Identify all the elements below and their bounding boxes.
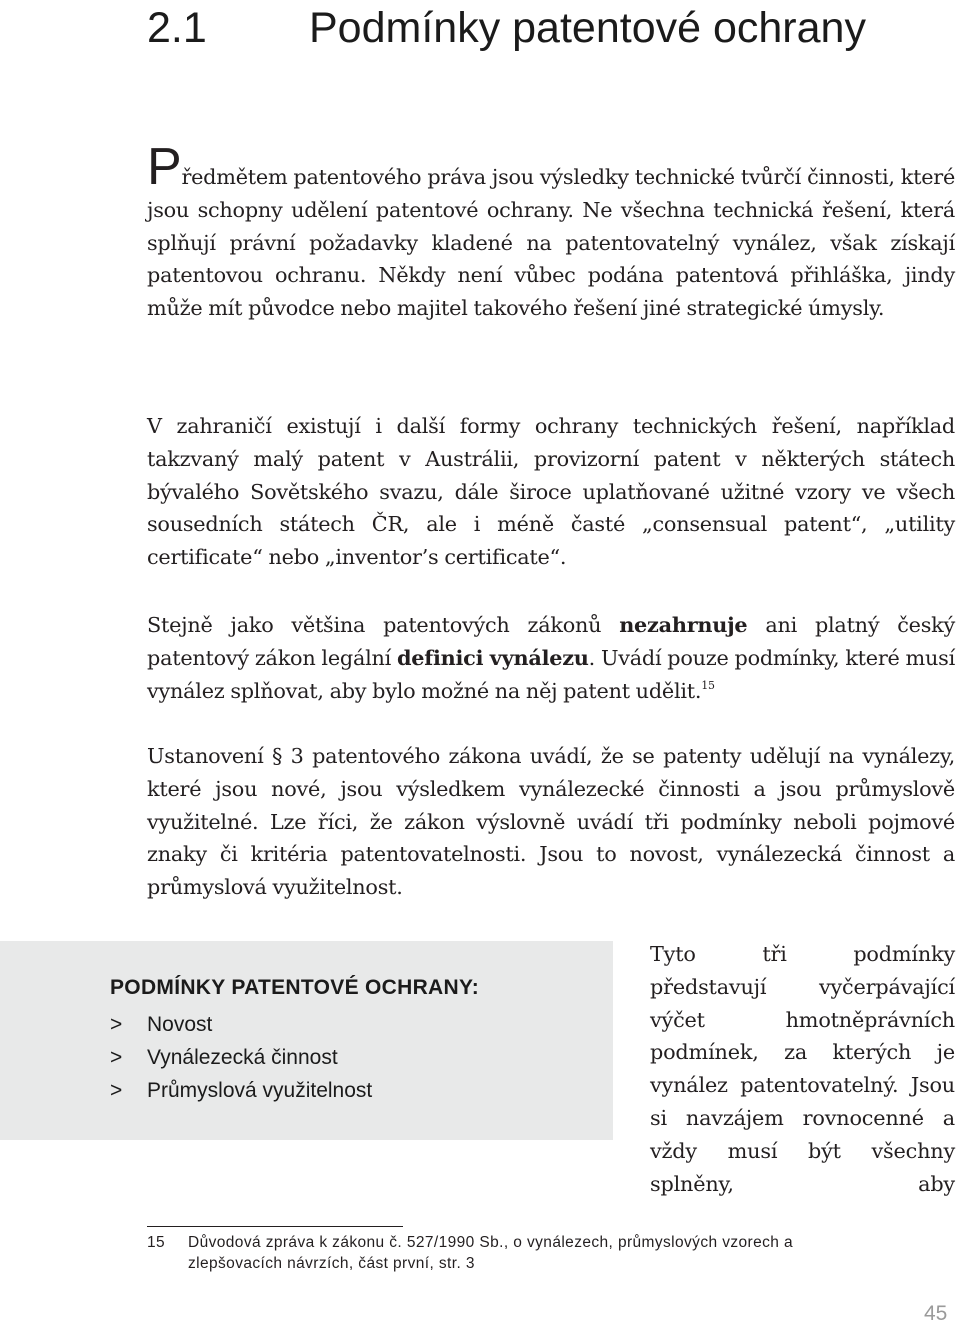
conditions-box bbox=[0, 941, 613, 1140]
bullet-arrow-icon: > bbox=[110, 1013, 123, 1036]
footnote-number: 15 bbox=[147, 1234, 166, 1251]
definition-bold-2: definici vynálezu bbox=[397, 644, 589, 670]
definition-text-2: ani platný český patentový zákon legální bbox=[147, 613, 955, 670]
condition-label: Vynálezecká činnost bbox=[147, 1046, 338, 1069]
footnote-text: Důvodová zpráva k zákonu č. 527/1990 Sb., o vynálezech, průmyslových vzorech a zlepšovacích návrzích, část první, str. 3 bbox=[188, 1234, 794, 1272]
list-item bbox=[110, 1041, 372, 1074]
conditions-list bbox=[110, 1008, 372, 1107]
conditions-box-title: PODMÍNKY PATENTOVÉ OCHRANY: bbox=[110, 976, 480, 999]
condition-label: Novost bbox=[147, 1013, 213, 1036]
definition-bold-1: nezahrnuje bbox=[619, 612, 748, 637]
paragraph-intro-text: ředmětem patentového práva jsou výsledky technické tvůrčí činnosti, které jsou schopny udělení patentové ochrany. Ne všechna technická řešení, která splňují právní požadavky kladené na patentovatelný vynález, však získají patentovou ochranu. Někdy není vůbec podána patentová přihláška, jindy může mít původce nebo majitel takového řešení jiné strategické úmysly. bbox=[147, 165, 955, 321]
section-title: Podmínky patentové ochrany bbox=[309, 4, 866, 52]
page-number: 45 bbox=[924, 1302, 948, 1325]
footnote-divider bbox=[147, 1226, 403, 1227]
list-item bbox=[110, 1008, 372, 1041]
paragraph-section-3: Ustanovení § 3 patentového zákona uvádí, že se patenty udělují na vynálezy, které jsou nové, jsou výsledkem vynálezecké činnosti a jsou průmyslově využitelné. Lze říci, že zákon výslovně uvádí tři podmínky neboli pojmové znaky či kritéria patentovatelnosti. Jsou to novost, vynálezecká činnost a průmyslová využitelnost. bbox=[147, 744, 955, 900]
drop-cap: P bbox=[147, 138, 182, 196]
paragraph-foreign-forms: V zahraničí existují i další formy ochrany technických řešení, například takzvaný malý patent v Austrálii, provizorní patent v některých státech bývalého Sovětského svazu, dále široce uplatňované užitné vzory ve všech sousedních státech ČR, ale i méně časté „consensual patent“, „utility certificate“ nebo „inventor’s certificate“. bbox=[147, 414, 955, 570]
definition-text-3: . Uvádí pouze podmínky, které musí vynález splňovat, aby bylo možné na něj patent udělit. bbox=[147, 645, 955, 703]
footnote-reference[interactable]: 15 bbox=[701, 678, 715, 692]
paragraph-definition bbox=[147, 609, 955, 707]
condition-label: Průmyslová využitelnost bbox=[147, 1079, 373, 1102]
list-item bbox=[110, 1074, 372, 1107]
section-number: 2.1 bbox=[147, 4, 207, 52]
side-column-text: Tyto tři podmínky představují vyčerpávající výčet hmotněprávních podmínek, za kterých je vynález patentovatelný. Jsou si navzájem rovnocenné a vždy musí být všechny splněny, aby bbox=[650, 942, 955, 1196]
bullet-arrow-icon: > bbox=[110, 1046, 123, 1069]
definition-text-1: Stejně jako většina patentových zákonů bbox=[147, 613, 620, 637]
bullet-arrow-icon: > bbox=[110, 1079, 123, 1102]
paragraph-intro bbox=[147, 138, 955, 325]
